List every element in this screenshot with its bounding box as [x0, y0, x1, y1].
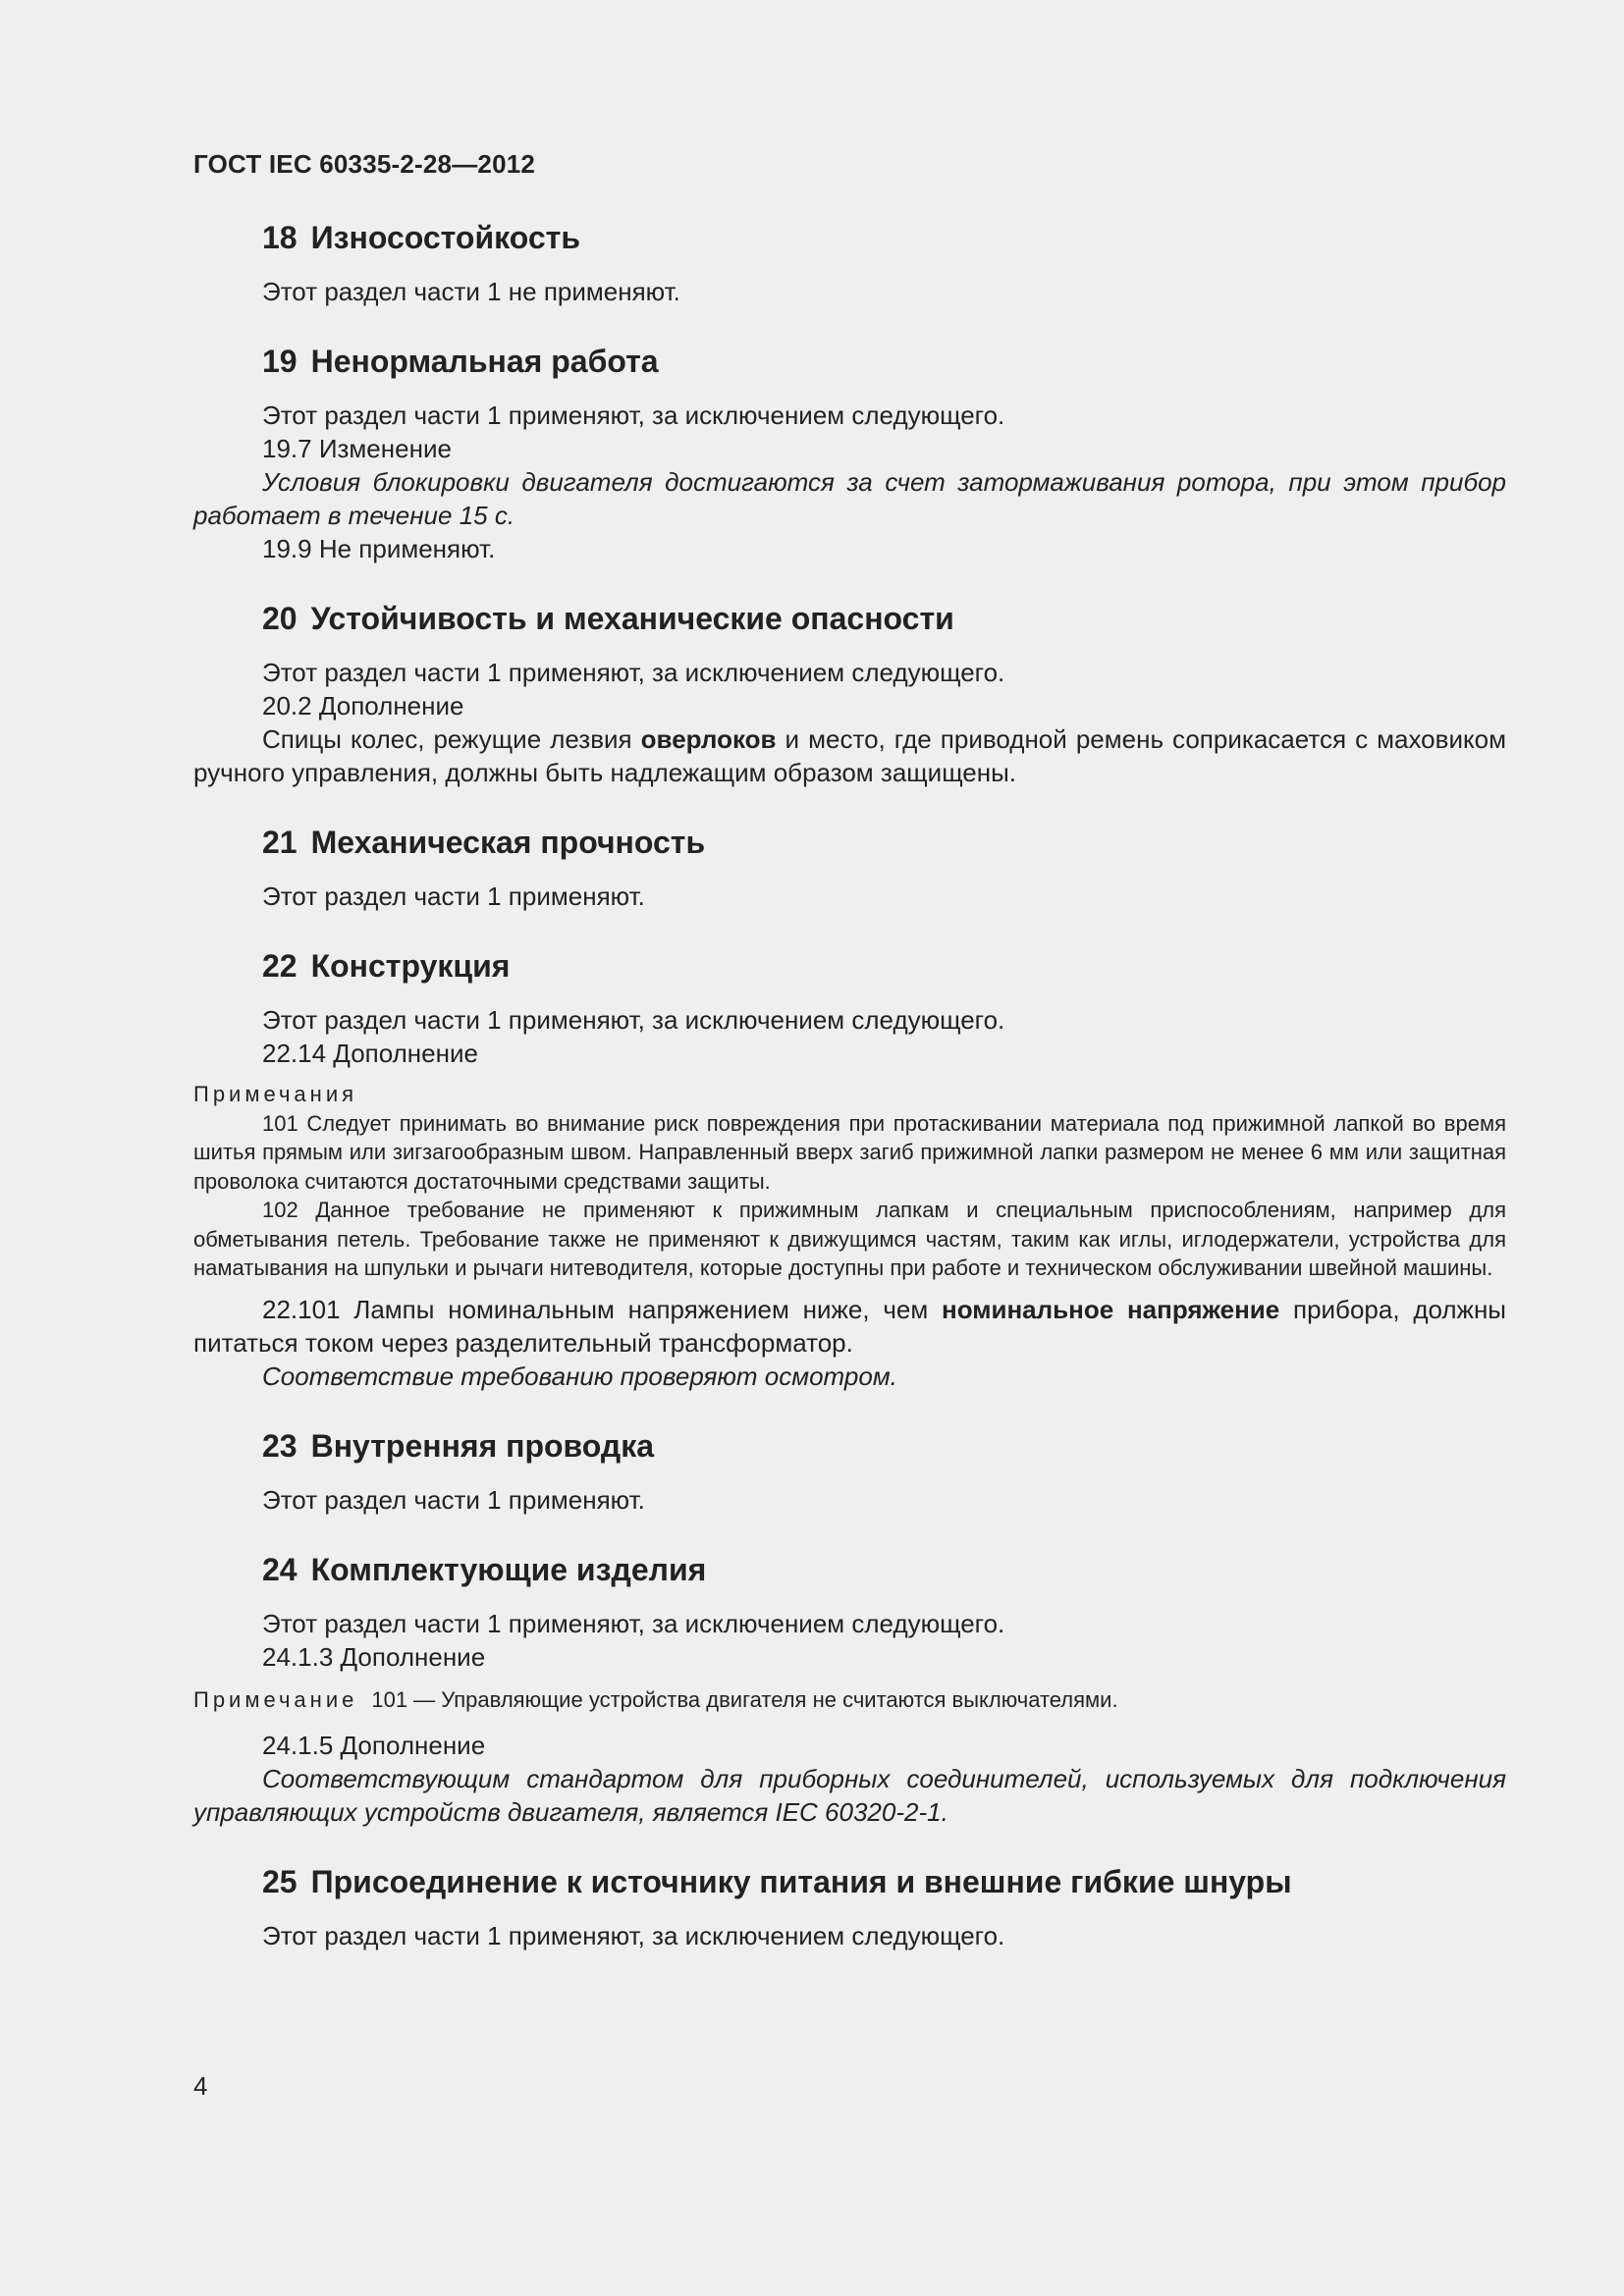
section-number: 21 [262, 825, 298, 860]
section-title: Комплектующие изделия [310, 1551, 707, 1587]
clause-19-7-text: Условия блокировки двигателя достигаются за счет затормаживания ротора, при этом прибор работает в течение 15 с. [193, 467, 1506, 530]
clause-22-101-text-a: 22.101 Лампы номинальным напряжением ниже, чем [262, 1294, 943, 1324]
clause-22-101 [193, 1293, 1506, 1360]
section-number: 25 [262, 1863, 298, 1899]
section-title: Конструкция [310, 948, 511, 984]
section-23-heading [193, 1426, 1506, 1466]
clause-20-2-text [193, 722, 1506, 789]
defined-term: номинальное напряжение [942, 1294, 1280, 1324]
clause-19-7: 19.7 Изменение [262, 434, 452, 463]
clause-20-2: 20.2 Дополнение [262, 691, 464, 721]
clause-20-2-text-a: Спицы колес, режущие лезвия [262, 724, 641, 754]
clause-22-101-text-c: прибора, должны питаться током через разделительный трансформатор. [193, 1294, 1506, 1358]
section-21-text: Этот раздел части 1 применяют. [262, 881, 645, 911]
section-number: 20 [262, 601, 298, 636]
section-title: Присоединение к источнику питания и внешние гибкие шнуры [310, 1863, 1292, 1899]
section-19-text: Этот раздел части 1 применяют, за исключением следующего. [262, 400, 1005, 430]
section-number: 22 [262, 948, 298, 984]
note-101: 101 Следует принимать во внимание риск повреждения при протаскивании материала под прижимной лапкой во время шитья прямым или зигзагообразным швом. Направленный вверх загиб прижимной лапки размером не менее 6 мм или защитная проволока считаются достаточными средствами защиты. [193, 1110, 1506, 1194]
section-25-text: Этот раздел части 1 применяют, за исключением следующего. [262, 1920, 1005, 1950]
section-23-text: Этот раздел части 1 применяют. [262, 1484, 645, 1515]
note-inline [193, 1685, 1506, 1715]
section-24-text: Этот раздел части 1 применяют, за исключением следующего. [262, 1608, 1005, 1638]
clause-24-1-3: 24.1.3 Дополнение [262, 1641, 486, 1672]
section-22-heading [193, 946, 1506, 986]
section-number: 19 [262, 344, 298, 379]
section-number: 18 [262, 220, 298, 255]
section-18-heading [193, 218, 1506, 257]
section-19-heading [193, 342, 1506, 381]
section-number: 24 [262, 1551, 298, 1587]
section-24-heading [193, 1550, 1506, 1589]
section-title: Ненормальная работа [310, 344, 659, 379]
clause-22-14: 22.14 Дополнение [262, 1039, 478, 1068]
section-21-heading [193, 823, 1506, 862]
section-title: Механическая прочность [310, 825, 706, 860]
note-text: 101 — Управляющие устройства двигателя не считаются выключателями. [371, 1686, 1118, 1712]
document-body [193, 218, 1506, 1952]
section-25-heading [193, 1862, 1506, 1901]
page-number: 4 [193, 2071, 208, 2101]
note-102: 102 Данное требование не применяют к прижимным лапкам и специальным приспособлениям, например для обметывания петель. Требование также не применяют к движущимся частям, таким как иглы, иглодержатели, устройства для наматывания на шпульки и рычаги нитеводителя, которые доступны при работе и техническом обслуживании швейной машины. [193, 1198, 1506, 1280]
section-title: Устойчивость и механические опасности [310, 601, 954, 636]
section-22-text: Этот раздел части 1 применяют, за исключением следующего. [262, 1005, 1005, 1035]
clause-24-1-5: 24.1.5 Дополнение [262, 1730, 486, 1760]
clause-20-2-text-c: и место, где приводной ремень соприкасается с маховиком ручного управления, должны быть надлежащим образом защищены. [193, 724, 1506, 787]
defined-term: оверлоков [640, 724, 777, 754]
note-label: Примечание [193, 1686, 358, 1712]
clause-24-1-5-text: Соответствующим стандартом для приборных соединителей, используемых для подключения управляющих устройств двигателя, является IEC 60320-2-1. [193, 1763, 1506, 1827]
section-title: Внутренняя проводка [310, 1427, 655, 1464]
document-header: ГОСТ IEC 60335-2-28—2012 [193, 149, 536, 179]
notes-title: Примечания [193, 1082, 358, 1106]
section-20-heading [193, 599, 1506, 638]
section-number: 23 [262, 1427, 298, 1464]
section-title: Износостойкость [310, 220, 580, 255]
notes-block [193, 1080, 1506, 1283]
section-20-text: Этот раздел части 1 применяют, за исключением следующего. [262, 658, 1005, 687]
clause-19-9: 19.9 Не применяют. [262, 534, 496, 563]
clause-22-101-test: Соответствие требованию проверяют осмотром. [262, 1361, 897, 1391]
section-18-text: Этот раздел части 1 не применяют. [262, 277, 680, 306]
